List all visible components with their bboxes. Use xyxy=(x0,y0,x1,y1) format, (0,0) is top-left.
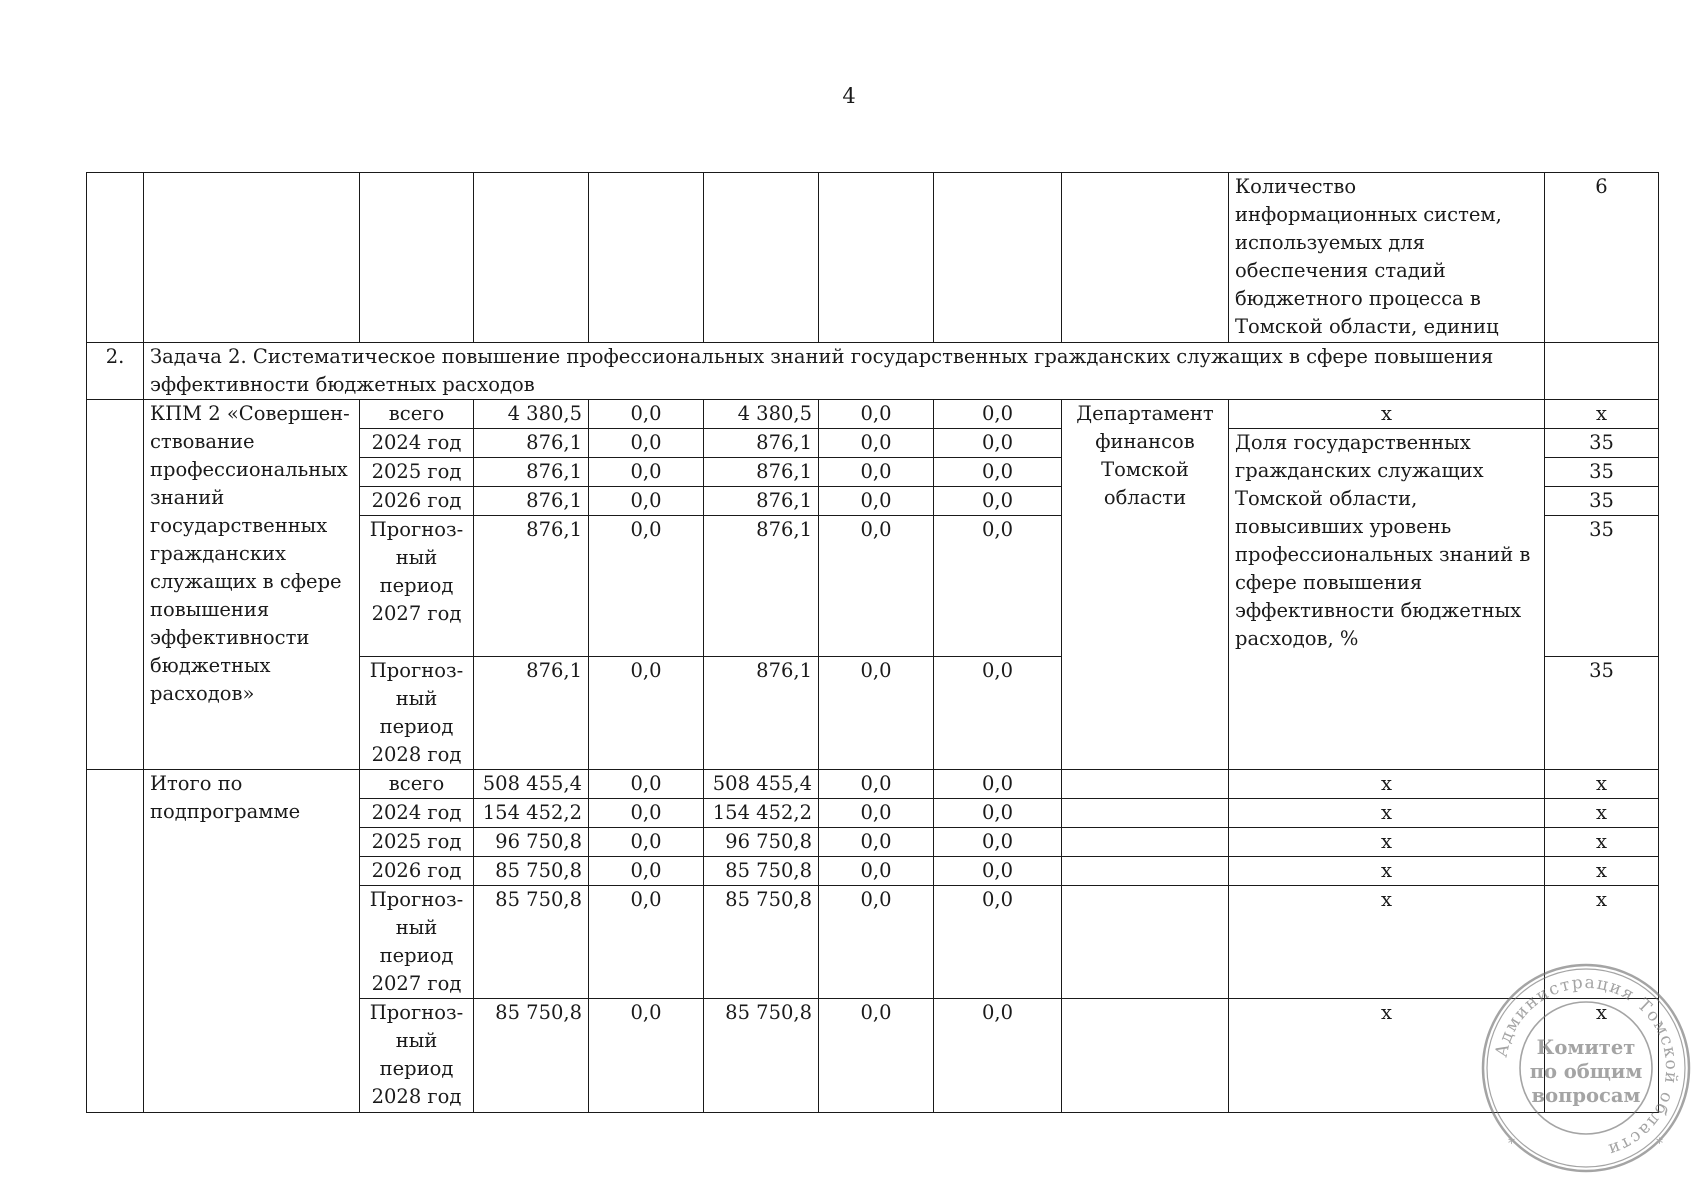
period-cell: всего xyxy=(360,770,474,799)
stamp-line: по общим xyxy=(1529,1060,1643,1083)
value-cell: 0,0 xyxy=(934,516,1062,657)
value-cell: 0,0 xyxy=(934,657,1062,770)
value-cell: 0,0 xyxy=(934,886,1062,999)
stamp-center-text xyxy=(1480,1036,1692,1108)
value-cell: 0,0 xyxy=(589,657,704,770)
cell xyxy=(360,173,474,343)
indicator-cell: х xyxy=(1229,770,1545,799)
value-cell: 85 750,8 xyxy=(474,886,589,999)
indicator-cell: х xyxy=(1229,828,1545,857)
indicator-value: х xyxy=(1545,857,1659,886)
executor-cell xyxy=(1062,999,1229,1113)
value-cell: 0,0 xyxy=(589,770,704,799)
indicator-value: 35 xyxy=(1545,487,1659,516)
cell xyxy=(819,173,934,343)
value-cell: 0,0 xyxy=(589,886,704,999)
indicator-value: х xyxy=(1545,770,1659,799)
executor-cell xyxy=(1062,799,1229,828)
value-cell: 0,0 xyxy=(819,828,934,857)
indicator-cell: х xyxy=(1229,857,1545,886)
value-cell: 508 455,4 xyxy=(704,770,819,799)
stamp-star-icon: * xyxy=(1508,1136,1515,1152)
indicator-value: х xyxy=(1545,999,1659,1113)
value-cell: 876,1 xyxy=(704,458,819,487)
value-cell: 154 452,2 xyxy=(474,799,589,828)
table-row xyxy=(87,770,1659,799)
indicator-value: х xyxy=(1545,828,1659,857)
period-cell: Прогноз-ный период 2027 год xyxy=(360,886,474,999)
cell xyxy=(474,173,589,343)
cell xyxy=(87,770,144,1113)
indicator-value: 35 xyxy=(1545,458,1659,487)
period-cell: 2024 год xyxy=(360,799,474,828)
value-cell: 96 750,8 xyxy=(704,828,819,857)
value-cell: 876,1 xyxy=(474,429,589,458)
value-cell: 0,0 xyxy=(934,999,1062,1113)
stamp-line: вопросам xyxy=(1531,1084,1641,1107)
value-cell: 0,0 xyxy=(589,799,704,828)
period-cell: 2026 год xyxy=(360,487,474,516)
value-cell: 0,0 xyxy=(819,770,934,799)
value-cell: 876,1 xyxy=(474,516,589,657)
value-cell: 0,0 xyxy=(589,458,704,487)
total-title: Итого по подпрограмме xyxy=(144,770,360,1113)
indicator-cell: х xyxy=(1229,400,1545,429)
value-cell: 0,0 xyxy=(934,400,1062,429)
budget-table xyxy=(86,172,1659,1113)
page-number: 4 xyxy=(842,84,856,108)
stamp-line: Комитет xyxy=(1536,1036,1636,1059)
cell xyxy=(1062,173,1229,343)
value-cell: 0,0 xyxy=(819,799,934,828)
indicator-value: 6 xyxy=(1545,173,1659,343)
indicator-cell: Доля государственных гражданских служащих Томской области, повысивших уровень профессиональных знаний в сфере повышения эффективности бюджетных расходов, % xyxy=(1229,429,1545,770)
value-cell: 0,0 xyxy=(589,828,704,857)
value-cell: 0,0 xyxy=(589,857,704,886)
indicator-cell: Количество информационных систем, используемых для обеспечения стадий бюджетного процесса в Томской области, единиц xyxy=(1229,173,1545,343)
value-cell: 0,0 xyxy=(819,458,934,487)
value-cell: 85 750,8 xyxy=(704,857,819,886)
value-cell: 0,0 xyxy=(819,516,934,657)
value-cell: 876,1 xyxy=(474,657,589,770)
period-cell: 2025 год xyxy=(360,458,474,487)
value-cell: 0,0 xyxy=(819,886,934,999)
indicator-value: х xyxy=(1545,886,1659,999)
value-cell: 85 750,8 xyxy=(474,999,589,1113)
table-row xyxy=(87,173,1659,343)
cell xyxy=(144,173,360,343)
cell xyxy=(589,173,704,343)
table-row xyxy=(87,343,1659,400)
value-cell: 876,1 xyxy=(704,657,819,770)
value-cell: 0,0 xyxy=(819,429,934,458)
value-cell: 0,0 xyxy=(819,487,934,516)
value-cell: 876,1 xyxy=(704,429,819,458)
value-cell: 0,0 xyxy=(589,516,704,657)
value-cell: 154 452,2 xyxy=(704,799,819,828)
value-cell: 4 380,5 xyxy=(704,400,819,429)
value-cell: 0,0 xyxy=(934,458,1062,487)
value-cell: 4 380,5 xyxy=(474,400,589,429)
period-cell: 2026 год xyxy=(360,857,474,886)
period-cell: Прогноз-ный период 2027 год xyxy=(360,516,474,657)
indicator-value: 35 xyxy=(1545,429,1659,458)
value-cell: 85 750,8 xyxy=(704,999,819,1113)
period-cell: всего xyxy=(360,400,474,429)
task-number: 2. xyxy=(87,343,144,400)
value-cell: 876,1 xyxy=(704,487,819,516)
value-cell: 0,0 xyxy=(934,487,1062,516)
value-cell: 0,0 xyxy=(819,657,934,770)
value-cell: 0,0 xyxy=(589,999,704,1113)
value-cell: 0,0 xyxy=(934,857,1062,886)
value-cell: 0,0 xyxy=(589,487,704,516)
period-cell: Прогноз-ный период 2028 год xyxy=(360,657,474,770)
period-cell: 2024 год xyxy=(360,429,474,458)
indicator-value: 35 xyxy=(1545,657,1659,770)
indicator-value: х xyxy=(1545,799,1659,828)
period-cell: Прогноз-ный период 2028 год xyxy=(360,999,474,1113)
cell xyxy=(87,400,144,770)
value-cell: 508 455,4 xyxy=(474,770,589,799)
indicator-cell: х xyxy=(1229,999,1545,1113)
stamp-star-icon: * xyxy=(1656,1136,1663,1152)
task-text: Задача 2. Систематическое повышение профессиональных знаний государственных гражданских служащих в сфере повышения эффективности бюджетных расходов xyxy=(144,343,1545,400)
value-cell: 0,0 xyxy=(819,400,934,429)
executor-cell xyxy=(1062,886,1229,999)
executor-cell xyxy=(1062,857,1229,886)
stamp-ring-text: Администрация Томской области xyxy=(1491,972,1682,1160)
cell xyxy=(87,173,144,343)
value-cell: 85 750,8 xyxy=(704,886,819,999)
period-cell: 2025 год xyxy=(360,828,474,857)
indicator-value: х xyxy=(1545,400,1659,429)
value-cell: 876,1 xyxy=(474,458,589,487)
kpm-title: КПМ 2 «Совершен-ствование профессиональных знаний государственных гражданских служащих в сфере повышения эффективности бюджетных расходов» xyxy=(144,400,360,770)
value-cell: 876,1 xyxy=(474,487,589,516)
table-row xyxy=(87,400,1659,429)
value-cell: 0,0 xyxy=(819,857,934,886)
indicator-cell: х xyxy=(1229,799,1545,828)
cell xyxy=(704,173,819,343)
cell xyxy=(934,173,1062,343)
value-cell: 0,0 xyxy=(934,770,1062,799)
value-cell: 876,1 xyxy=(704,516,819,657)
value-cell: 0,0 xyxy=(819,999,934,1113)
official-stamp xyxy=(1480,962,1692,1174)
value-cell: 0,0 xyxy=(934,429,1062,458)
cell xyxy=(1545,343,1659,400)
executor-cell xyxy=(1062,770,1229,799)
value-cell: 0,0 xyxy=(589,429,704,458)
value-cell: 96 750,8 xyxy=(474,828,589,857)
value-cell: 0,0 xyxy=(589,400,704,429)
value-cell: 0,0 xyxy=(934,828,1062,857)
value-cell: 85 750,8 xyxy=(474,857,589,886)
executor-cell xyxy=(1062,828,1229,857)
indicator-value: 35 xyxy=(1545,516,1659,657)
indicator-cell: х xyxy=(1229,886,1545,999)
executor-cell: Департамент финансов Томской области xyxy=(1062,400,1229,770)
value-cell: 0,0 xyxy=(934,799,1062,828)
